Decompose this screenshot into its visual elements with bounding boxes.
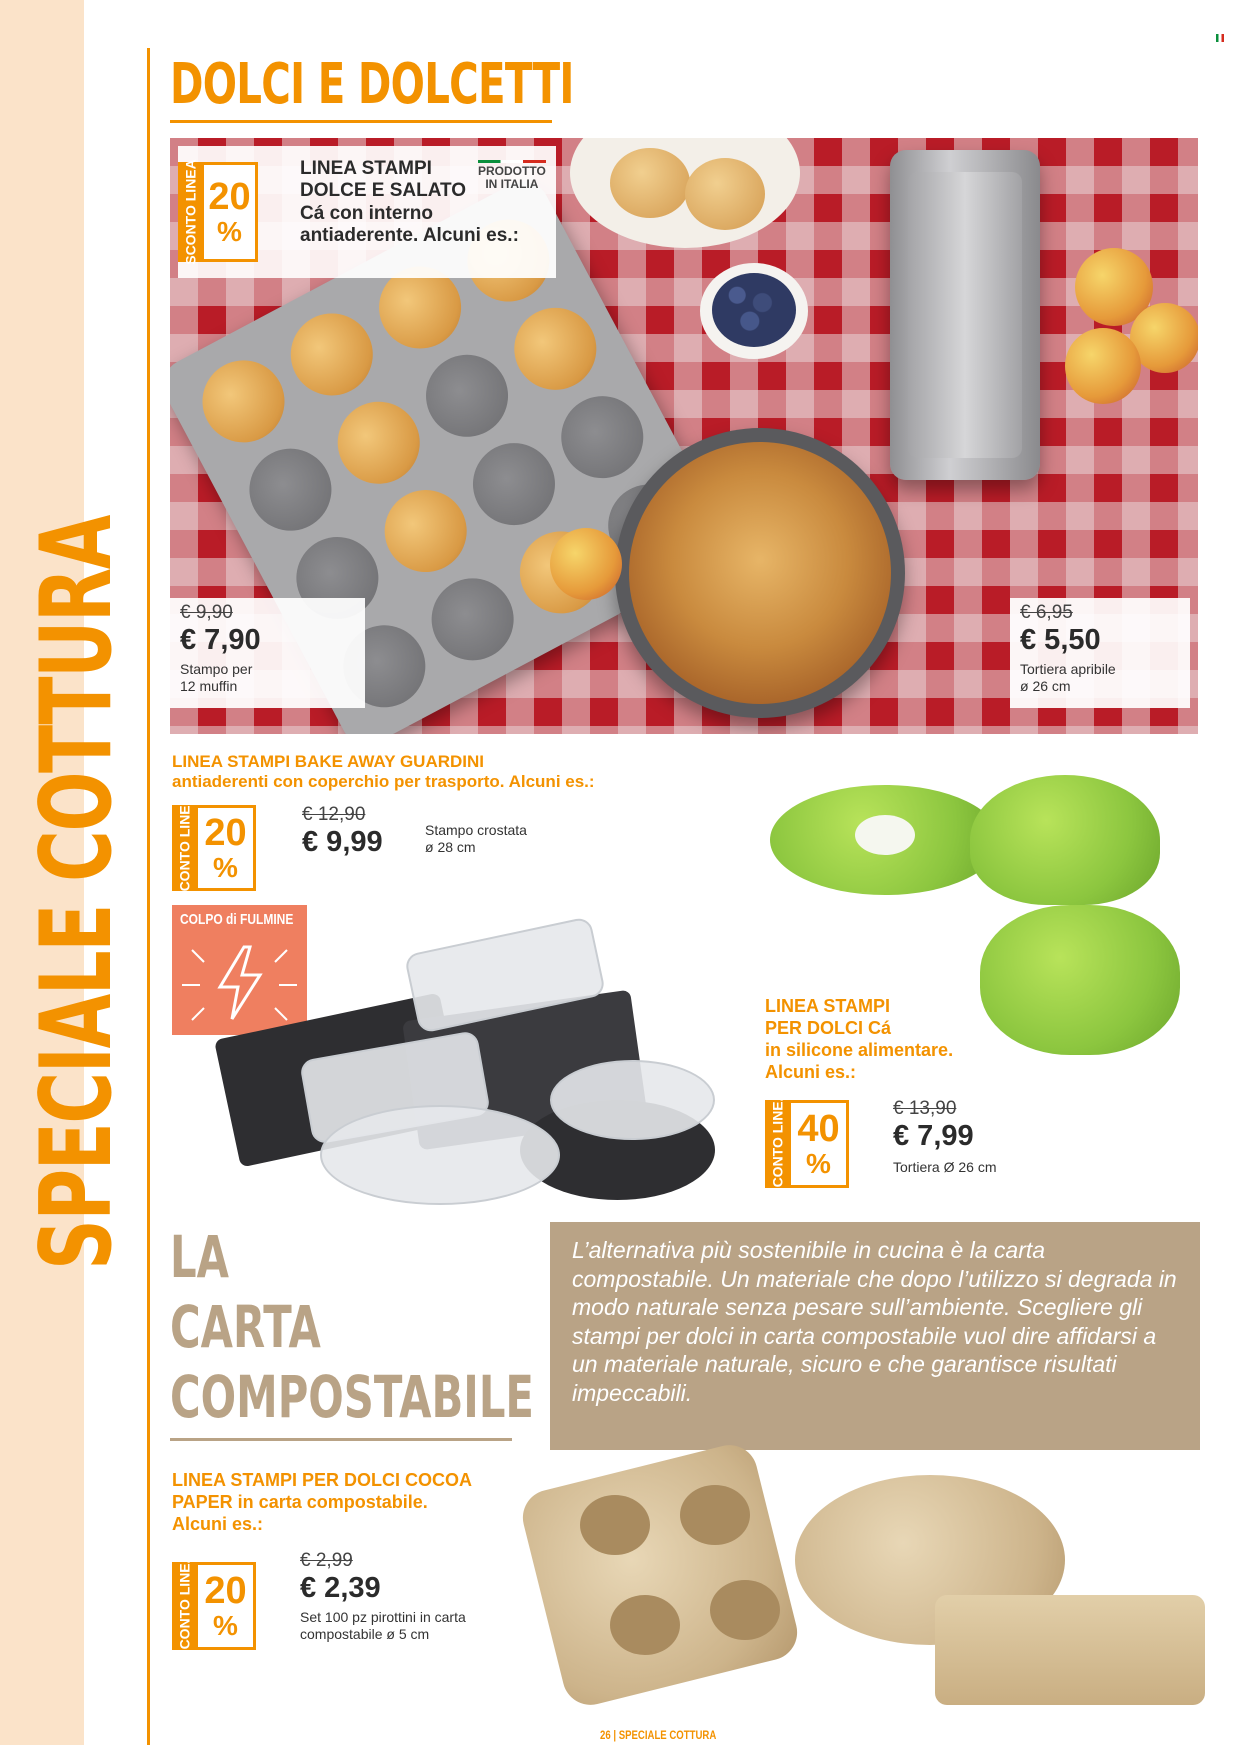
- title-rule: [170, 120, 552, 123]
- kraft-molds-image: [540, 1455, 1215, 1725]
- eco-info-box: L’alternativa più sostenibile in cucina è la carta compostabile. Un materiale che dopo l’utilizzo si degrada in modo naturale senza pesare sull’ambiente. Scegliere gli stampi per dolci in carta compostabile vuol dire affidarsi a un materiale naturale, sicuro e che garantisce risultati impeccabili.: [550, 1222, 1200, 1450]
- bake-away-heading: LINEA STAMPI BAKE AWAY GUARDINI antiaderenti con coperchio per trasporto. Alcuni es.:: [172, 752, 595, 792]
- promo-text: LINEA STAMPI DOLCE E SALATO Cá con interno antiaderente. Alcuni es.:: [300, 158, 519, 247]
- cocoa-price: € 2,99 € 2,39 Set 100 pz pirottini in carta compostabile ø 5 cm: [300, 1550, 466, 1642]
- eco-rule: [170, 1438, 512, 1441]
- made-in-italy-badge: PRODOTTO IN ITALIA: [478, 160, 546, 191]
- bake-away-price: € 12,90 € 9,99: [302, 804, 383, 858]
- tortiera-price-tag: € 6,95 € 5,50 Tortiera apribile ø 26 cm: [1010, 598, 1190, 708]
- sconto-badge: SCONTO LINEA 40 %: [765, 1100, 849, 1188]
- italy-flag-icon: [1216, 34, 1224, 42]
- page-title: DOLCI E DOLCETTI: [170, 52, 574, 117]
- bake-away-desc: Stampo crostata ø 28 cm: [425, 822, 527, 855]
- sconto-badge: SCONTO LINEA 20 %: [172, 1562, 256, 1650]
- silicone-price: € 13,90 € 7,99 Tortiera Ø 26 cm: [893, 1098, 997, 1175]
- bake-away-products-image: [220, 925, 720, 1215]
- apple: [1065, 328, 1141, 404]
- sconto-badge: SCONTO LINEA 20 %: [178, 162, 258, 262]
- tart-image: [615, 428, 905, 718]
- colpo-di-fulmine-badge: COLPO di FULMINE: [172, 905, 307, 1035]
- blueberry-bowl: [700, 263, 808, 359]
- silicone-heading: LINEA STAMPI PER DOLCI Cá in silicone alimentare. Alcuni es.:: [765, 996, 954, 1082]
- promo-card: [178, 146, 556, 278]
- vertical-rule: [147, 48, 150, 1745]
- hero-photo: [170, 138, 1198, 734]
- cocoa-heading: LINEA STAMPI PER DOLCI COCOA PAPER in carta compostabile. Alcuni es.:: [172, 1470, 473, 1534]
- eco-title: LA CARTA COMPOSTABILE: [170, 1223, 534, 1431]
- muffin-price-tag: € 9,90 € 7,90 Stampo per 12 muffin: [170, 598, 365, 708]
- loaf-pan-image: [890, 150, 1040, 480]
- side-title: SPECIALE COTTURA: [20, 516, 134, 1270]
- apple: [550, 528, 622, 600]
- page-footer: 26 | SPECIALE COTTURA: [600, 1728, 717, 1742]
- sconto-badge: SCONTO LINEA 20 %: [172, 805, 256, 891]
